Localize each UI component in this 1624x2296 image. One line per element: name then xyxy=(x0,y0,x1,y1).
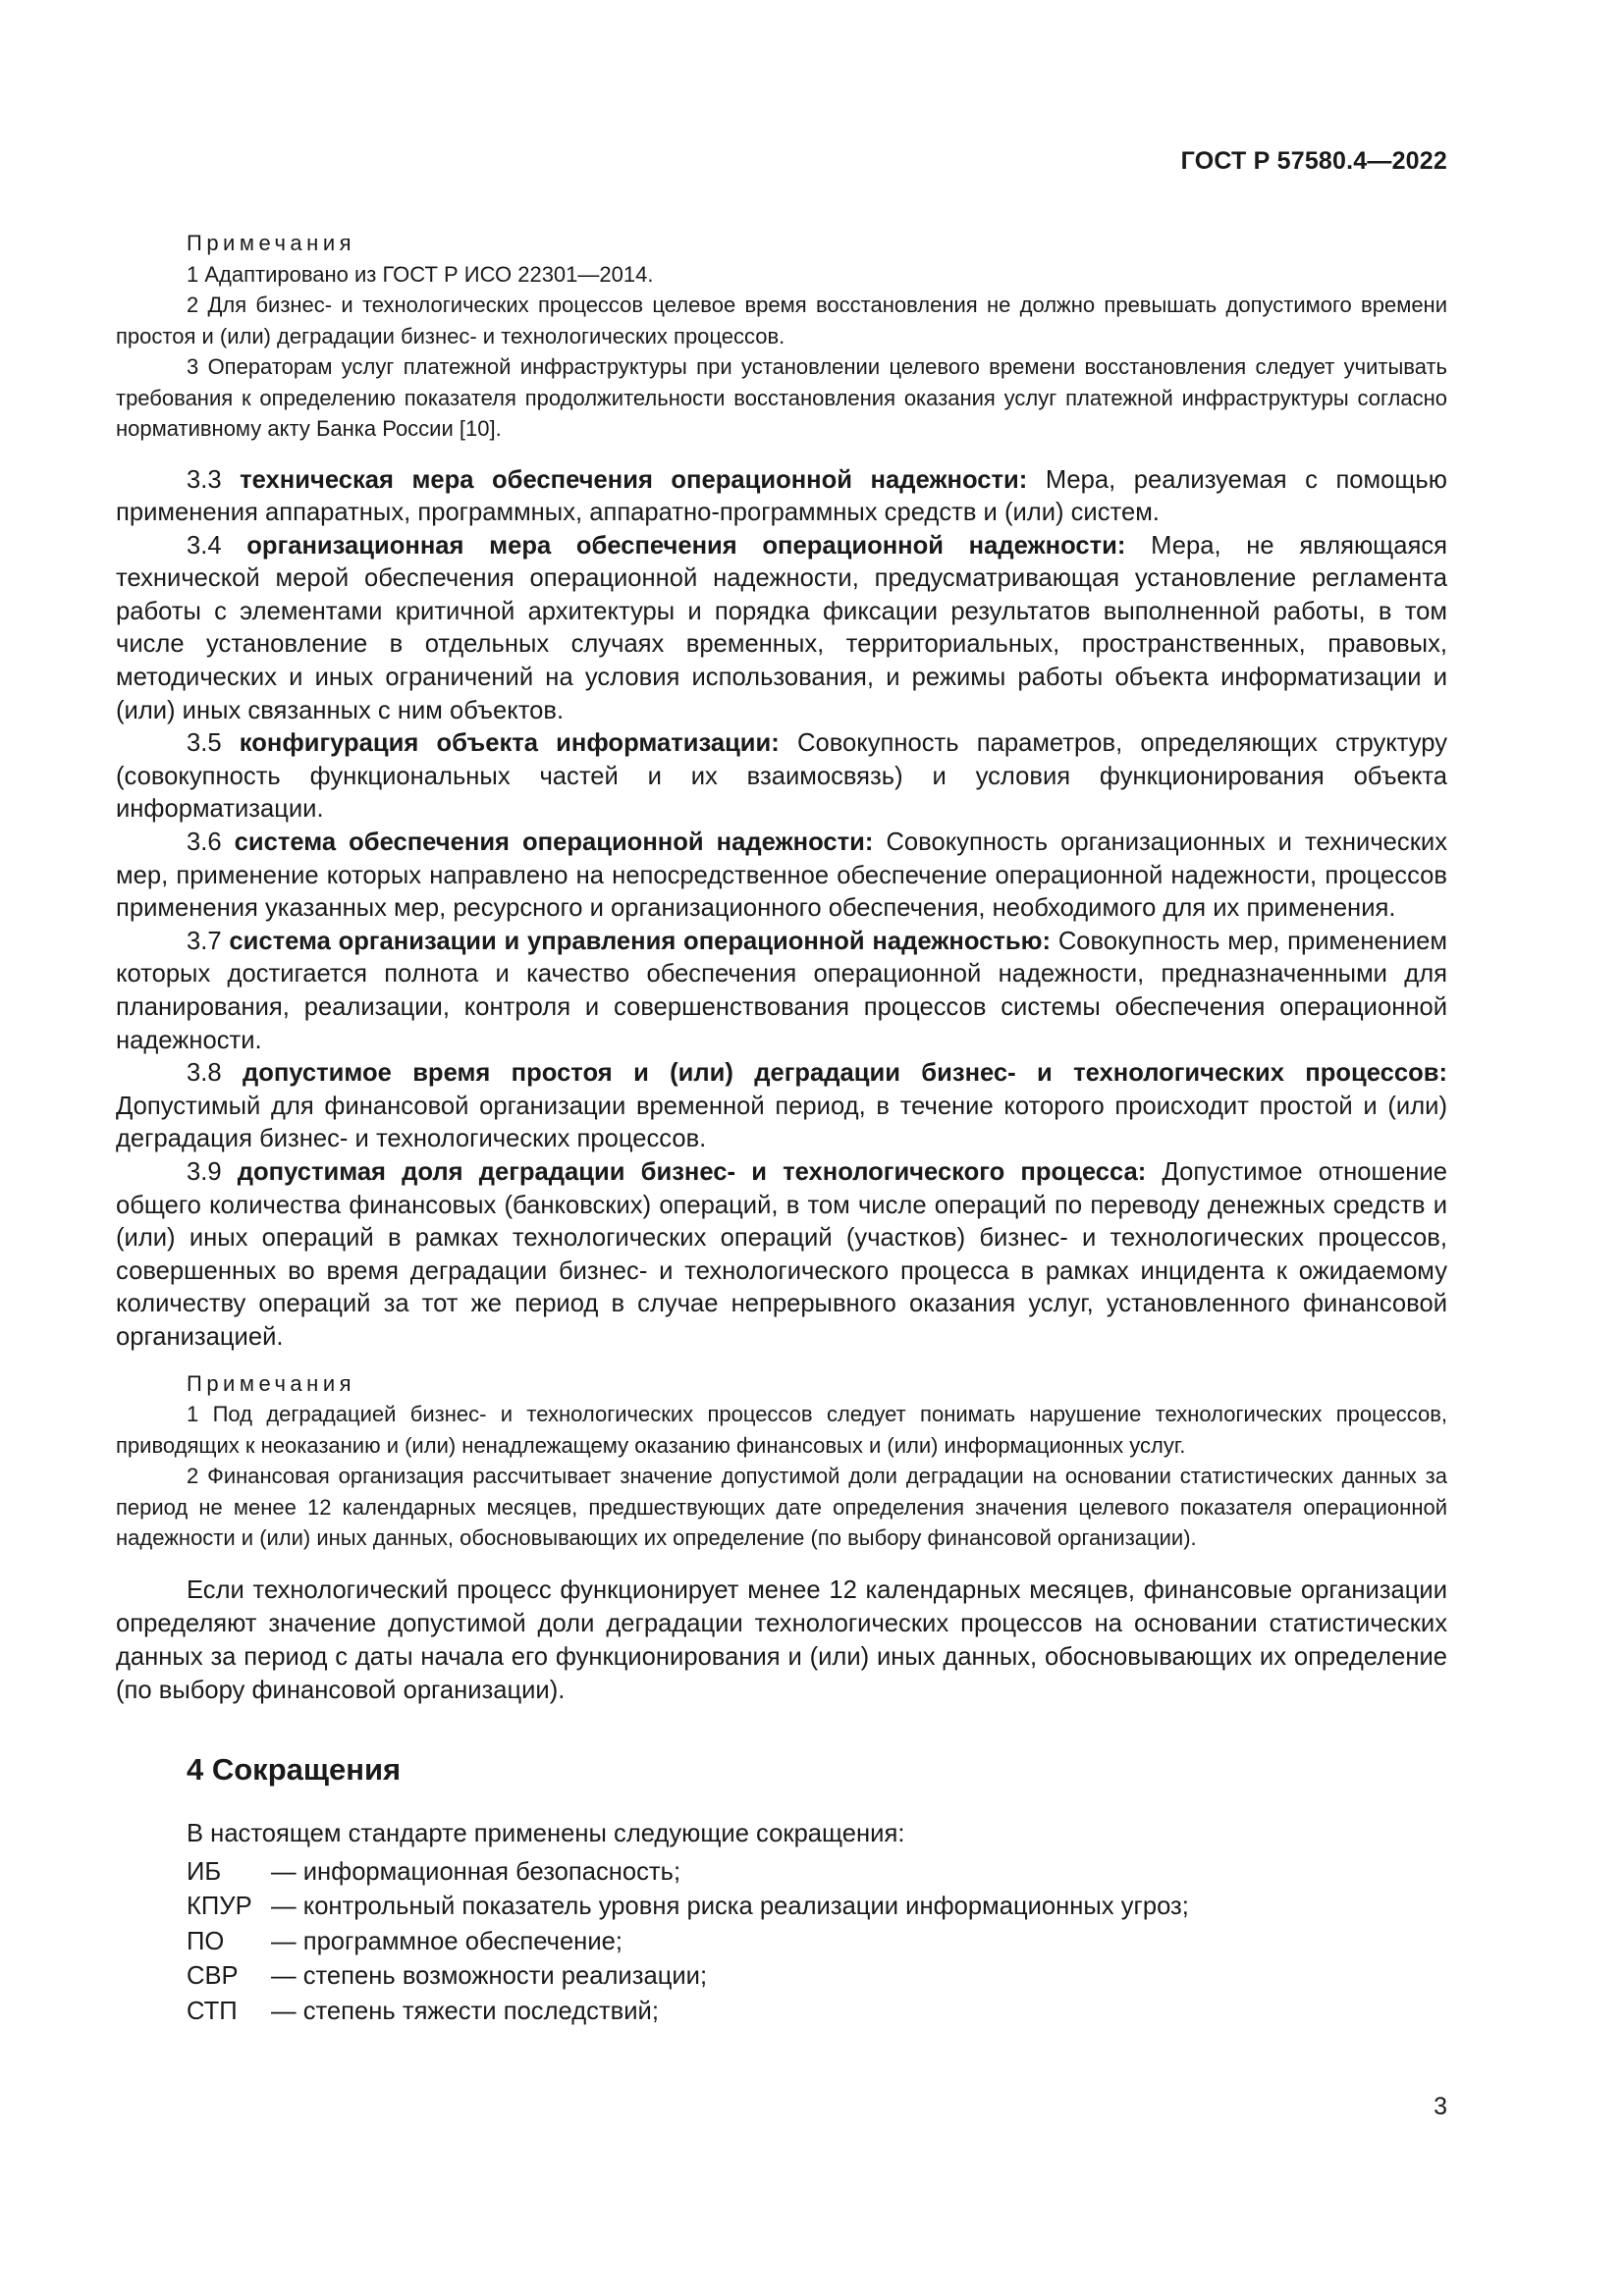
term-definition: Мера, не являющаяся технической мерой обеспечения операционной надежности, предусматривающая установление регламента работы с элементами критичной архитектуры и порядка фиксации результатов выполненной работы, в том числе установление в отдельных случаях временных, территориальных, пространственных, правовых, методических и иных ограничений на условия использования, и режимы работы объекта информатизации и (или) иных связанных с ним объектов. xyxy=(116,531,1447,724)
abbreviation-code: ИБ xyxy=(187,1857,222,1886)
term-definition: Совокупность организационных и технических мер, применение которых направлено на непосредственное обеспечение операционной надежности, процессов применения указанных мер, ресурсного и организационного обеспечения, необходимого для их применения. xyxy=(116,828,1447,923)
abbreviation-text: — степень тяжести последствий; xyxy=(271,1997,659,2025)
term-entry xyxy=(116,1156,1447,1355)
abbreviation-text: — контрольный показатель уровня риска реализации информационных угроз; xyxy=(271,1893,1189,1921)
term-number: 3.3 xyxy=(187,465,222,494)
term-number: 3.8 xyxy=(187,1059,222,1088)
body-paragraph xyxy=(116,1574,1447,1707)
term-definition: Мера, реализуемая с помощью применения аппаратных, программных, аппаратно-программных средств и (или) систем. xyxy=(116,465,1447,527)
note-item: 2 Для бизнес- и технологических процессов целевое время восстановления не должно превышать допустимого времени простоя и (или) деградации бизнес- и технологических процессов. xyxy=(116,293,1447,348)
abbreviation-code: СВР xyxy=(187,1962,239,1991)
term-number: 3.4 xyxy=(187,531,222,560)
term-entry xyxy=(116,1057,1447,1156)
term-name: система организации и управления операционной надежностью: xyxy=(229,927,1052,955)
term-name: допустимое время простоя и (или) деградации бизнес- и технологических процессов: xyxy=(242,1059,1447,1088)
abbreviation-text: — степень возможности реализации; xyxy=(271,1962,708,1991)
page-number: 3 xyxy=(1434,2093,1447,2120)
term-entry xyxy=(116,827,1447,926)
term-name: организационная мера обеспечения операционной надежности: xyxy=(246,531,1126,560)
abbreviation-row xyxy=(116,1925,1447,1960)
abbreviation-row xyxy=(116,1995,1447,2030)
term-number: 3.7 xyxy=(187,927,222,955)
abbreviation-code: СТП xyxy=(187,1997,238,2025)
notes-title: Примечания xyxy=(187,231,356,255)
term-definition: Совокупность параметров, определяющих структуру (совокупность функциональных частей и их взаимосвязь) и условия функционирования объекта информатизации. xyxy=(116,729,1447,824)
term-number: 3.9 xyxy=(187,1157,222,1186)
term-entry xyxy=(116,926,1447,1057)
note-item: 1 Под деградацией бизнес- и технологических процессов следует понимать нарушение технологических процессов, приводящих к неоказанию и (или) ненадлежащему оказанию финансовых и (или) информационных услуг. xyxy=(116,1402,1447,1458)
term-definition: Допустимое отношение общего количества финансовых (банковских) операций, в том числе операций по переводу денежных средств и (или) иных операций в рамках технологических операций (участков) бизнес- и технологических процессов, совершенных во время деградации бизнес- и технологического процесса в рамках инцидента к ожидаемому количеству операций за тот же период в случае непрерывного оказания услуг, установленного финансовой организацией. xyxy=(116,1157,1447,1351)
abbreviation-code: ПО xyxy=(187,1927,225,1955)
abbreviation-row xyxy=(116,1855,1447,1891)
term-name: допустимая доля деградации бизнес- и технологического процесса: xyxy=(237,1157,1147,1186)
section-heading: 4 Сокращения xyxy=(187,1751,402,1787)
term-number: 3.5 xyxy=(187,729,222,758)
term-number: 3.6 xyxy=(187,828,222,857)
term-definition: Допустимый для финансовой организации временной период, в течение которого происходит простой и (или) деградация бизнес- и технологических процессов. xyxy=(116,1092,1447,1153)
terms-list xyxy=(116,464,1447,1355)
notes-bottom xyxy=(116,1368,1447,1554)
abbreviation-text: — информационная безопасность; xyxy=(271,1857,681,1886)
abbreviation-row xyxy=(116,1959,1447,1995)
term-name: конфигурация объекта информатизации: xyxy=(239,729,780,758)
term-entry xyxy=(116,464,1447,530)
note-item: 2 Финансовая организация рассчитывает значение допустимой доли деградации на основании статистических данных за период не менее 12 календарных месяцев, предшествующих дате определения значения целевого показателя операционной надежности и (или) иных данных, обосновывающих их определение (по выбору финансовой организации). xyxy=(116,1464,1447,1551)
section-intro: В настоящем стандарте применены следующие сокращения: xyxy=(187,1819,905,1847)
page-content xyxy=(116,228,1447,2029)
notes-title: Примечания xyxy=(187,1370,356,1396)
abbreviations-list xyxy=(116,1855,1447,2030)
document-code: ГОСТ Р 57580.4—2022 xyxy=(1180,147,1447,175)
term-name: система обеспечения операционной надежности: xyxy=(234,828,874,857)
notes-top xyxy=(116,228,1447,445)
term-name: техническая мера обеспечения операционной надежности: xyxy=(240,465,1028,494)
term-entry xyxy=(116,530,1447,728)
term-entry xyxy=(116,727,1447,827)
abbreviation-code: КПУР xyxy=(187,1893,252,1921)
abbreviation-text: — программное обеспечение; xyxy=(271,1927,623,1955)
abbreviation-row xyxy=(116,1890,1447,1925)
paragraph-text: Если технологический процесс функционирует менее 12 календарных месяцев, финансовые организации определяют значение допустимой доли деградации технологических процессов на основании статистических данных за период с даты начала его функционирования и (или) иных данных, обосновывающих их определение (по выбору финансовой организации). xyxy=(116,1575,1447,1704)
note-item: 3 Операторам услуг платежной инфраструктуры при установлении целевого времени восстановления следует учитывать требования к определению показателя продолжительности восстановления оказания услуг платежной инфраструктуры согласно нормативному акту Банка России [10]. xyxy=(116,354,1447,441)
term-definition: Совокупность мер, применением которых достигается полнота и качество обеспечения операционной надежности, предназначенными для планирования, реализации, контроля и совершенствования процессов системы обеспечения операционной надежности. xyxy=(116,927,1447,1054)
note-item: 1 Адаптировано из ГОСТ Р ИСО 22301—2014. xyxy=(187,261,654,287)
